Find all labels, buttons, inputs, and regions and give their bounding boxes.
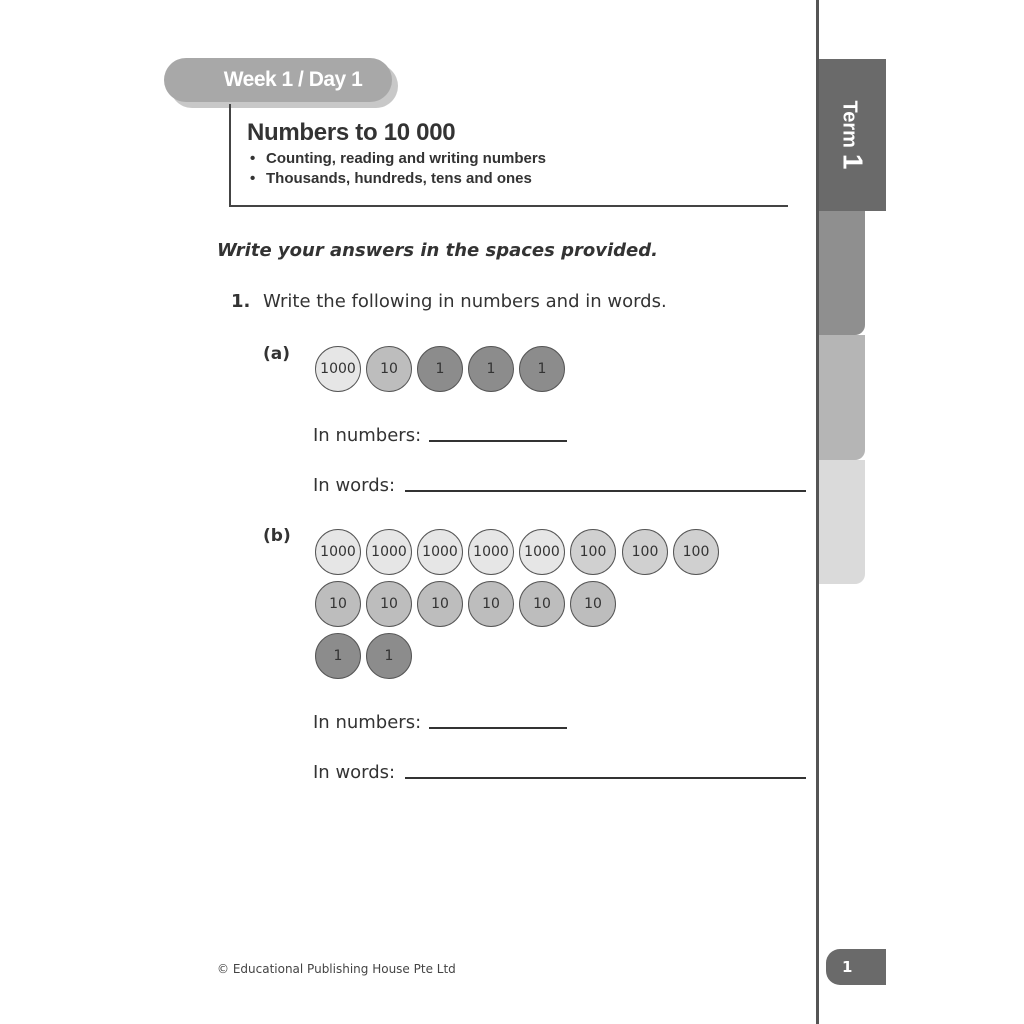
- page-number: 1: [842, 958, 853, 976]
- counter-one: 1: [468, 346, 514, 392]
- counter-ten: 10: [366, 346, 412, 392]
- counter-ten: 10: [366, 581, 412, 627]
- part-b-words-answer-line[interactable]: [405, 777, 806, 779]
- counter-ten: 10: [315, 581, 361, 627]
- side-tab-3: [819, 335, 865, 460]
- part-b-label: (b): [263, 526, 291, 546]
- question-text: Write the following in numbers and in words.: [263, 291, 667, 312]
- counter-thousand: 1000: [366, 529, 412, 575]
- term-tab-label: Term1: [837, 100, 869, 170]
- counter-ten: 10: [570, 581, 616, 627]
- part-b-words-label: In words:: [313, 762, 396, 783]
- counter-ten: 10: [417, 581, 463, 627]
- page-number-badge: [826, 949, 886, 985]
- part-a-words-answer-line[interactable]: [405, 490, 806, 492]
- counter-ten: 10: [519, 581, 565, 627]
- question-number: 1.: [231, 291, 251, 312]
- counter-thousand: 1000: [315, 346, 361, 392]
- part-b-numbers-label: In numbers:: [313, 712, 422, 733]
- topic-bullet-item: • Thousands, hundreds, tens and ones: [250, 170, 532, 187]
- part-a-numbers-label: In numbers:: [313, 425, 422, 446]
- counter-thousand: 1000: [468, 529, 514, 575]
- week-day-pill: [164, 58, 392, 102]
- counter-one: 1: [417, 346, 463, 392]
- counter-hundred: 100: [673, 529, 719, 575]
- term-tab: [819, 59, 886, 211]
- counter-ten: 10: [468, 581, 514, 627]
- part-a-label: (a): [263, 344, 291, 364]
- counter-one: 1: [366, 633, 412, 679]
- counter-thousand: 1000: [315, 529, 361, 575]
- side-tab-2: [819, 211, 865, 335]
- copyright-footer: © Educational Publishing House Pte Ltd: [217, 962, 456, 976]
- counter-hundred: 100: [622, 529, 668, 575]
- part-a-numbers-answer-line[interactable]: [429, 440, 567, 442]
- bullet-icon: •: [250, 150, 256, 167]
- topic-bullet-list: [250, 149, 546, 189]
- counter-one: 1: [519, 346, 565, 392]
- counter-thousand: 1000: [417, 529, 463, 575]
- topic-title: Numbers to 10 000: [247, 119, 456, 146]
- counter-thousand: 1000: [519, 529, 565, 575]
- part-a-words-label: In words:: [313, 475, 396, 496]
- side-tab-4: [819, 460, 865, 584]
- part-b-numbers-answer-line[interactable]: [429, 727, 567, 729]
- bullet-icon: •: [250, 170, 256, 187]
- topic-bullet-item: • Counting, reading and writing numbers: [250, 150, 546, 167]
- week-day-label: Week 1 / Day 1: [223, 68, 363, 91]
- counter-one: 1: [315, 633, 361, 679]
- counter-hundred: 100: [570, 529, 616, 575]
- instruction-text: Write your answers in the spaces provided.: [217, 240, 658, 261]
